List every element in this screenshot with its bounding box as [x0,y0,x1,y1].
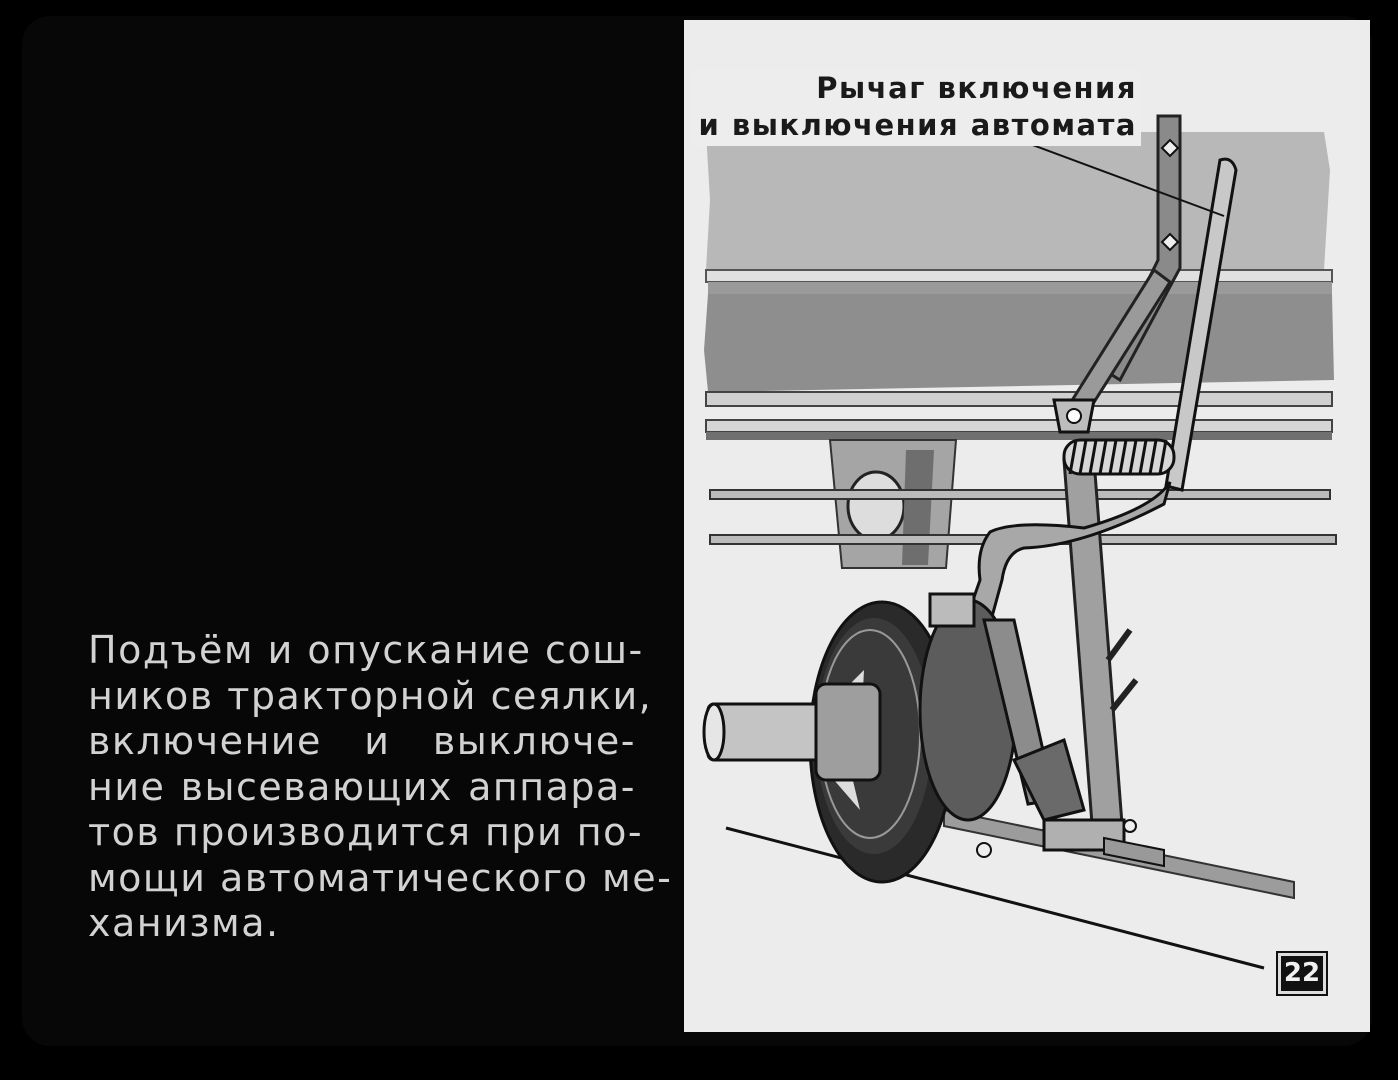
frame-rail-low-shadow [706,432,1332,440]
clutch-collar [930,594,974,626]
axle-end [704,704,724,760]
illustration-panel [684,20,1370,1032]
frame-bolt [977,843,991,857]
slide-number-badge: 22 [1278,953,1326,994]
caption-line: мощи автоматического ме- [88,855,673,900]
ground-line [726,828,1264,968]
clevis-pin [1067,409,1081,423]
frame-rail-mid [706,392,1332,406]
frame-rail-top [706,270,1332,282]
shaft-upper [710,490,1330,499]
caption-line: Подъём и опускание сош- [88,628,644,672]
hub [816,684,880,780]
lever-label-line1: Рычаг включения [816,71,1137,105]
frame-rail-shadow [708,282,1332,294]
base-bolt [1124,820,1136,832]
slide-caption [88,628,673,947]
frame-rail-low [706,420,1332,432]
mechanism-illustration [684,20,1370,1032]
caption-line: включение и выключе- [88,719,636,763]
lever-label [692,70,1141,146]
caption-line: ников тракторной сеялки, [88,673,653,718]
caption-line: ханизма. [88,901,280,945]
seed-box-upper [706,132,1330,270]
seed-box-lower [704,294,1334,392]
bearing-hub [848,472,904,540]
caption-line: тов производится при по- [88,810,644,854]
lever-label-line2: и выключения автомата [698,108,1137,142]
caption-line: ние высевающих аппара- [88,764,636,809]
